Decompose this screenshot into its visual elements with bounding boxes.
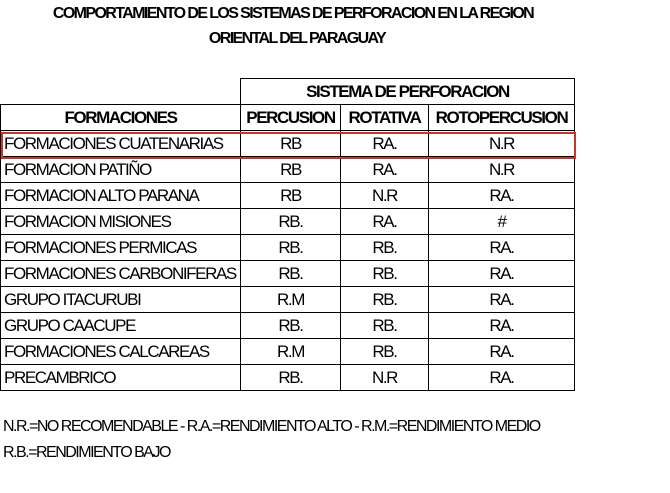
rotopercusion-cell: RA. (429, 183, 575, 209)
column-header-row (1, 105, 575, 131)
table-row (1, 339, 575, 365)
header-formaciones: FORMACIONES (1, 105, 241, 131)
rotativa-cell: N.R (341, 183, 429, 209)
table-row (1, 131, 575, 157)
empty-corner-cell (1, 79, 241, 105)
rotopercusion-cell: RA. (429, 261, 575, 287)
group-header-row (1, 79, 575, 105)
percusion-cell: R.M (241, 339, 341, 365)
header-rotativa: ROTATIVA (341, 105, 429, 131)
table-row (1, 209, 575, 235)
percusion-cell: RB (241, 183, 341, 209)
header-percusion: PERCUSION (241, 105, 341, 131)
formation-name-cell: FORMACIONES CALCAREAS (1, 339, 241, 365)
table-row (1, 365, 575, 391)
table-row (1, 157, 575, 183)
rotativa-cell: N.R (341, 365, 429, 391)
drilling-systems-table (0, 78, 575, 391)
table-row (1, 183, 575, 209)
table-row (1, 235, 575, 261)
formation-name-cell: FORMACIONES CARBONIFERAS (1, 261, 241, 287)
rotopercusion-cell: RA. (429, 339, 575, 365)
rotativa-cell: RA. (341, 131, 429, 157)
formation-name-cell: FORMACION MISIONES (1, 209, 241, 235)
percusion-cell: RB. (241, 209, 341, 235)
group-header-sistema: SISTEMA DE PERFORACION (241, 79, 575, 105)
rotativa-cell: RA. (341, 209, 429, 235)
percusion-cell: RB. (241, 365, 341, 391)
percusion-cell: RB. (241, 313, 341, 339)
percusion-cell: R.M (241, 287, 341, 313)
formation-name-cell: FORMACION ALTO PARANA (1, 183, 241, 209)
rotativa-cell: RB. (341, 287, 429, 313)
percusion-cell: RB (241, 131, 341, 157)
legend-line-1: N.R.=NO RECOMENDABLE - R.A.=RENDIMIENTO ALTO - R.M.=RENDIMIENTO MEDIO (3, 418, 540, 435)
legend-line-2: R.B.=RENDIMIENTO BAJO (3, 444, 170, 461)
rotopercusion-cell: RA. (429, 313, 575, 339)
document-title-line-1: COMPORTAMIENTO DE LOS SISTEMAS DE PERFORACION EN LA REGION (52, 5, 534, 22)
percusion-cell: RB (241, 157, 341, 183)
table-row (1, 287, 575, 313)
rotopercusion-cell: # (429, 209, 575, 235)
formation-name-cell: GRUPO ITACURUBI (1, 287, 241, 313)
percusion-cell: RB. (241, 235, 341, 261)
percusion-cell: RB. (241, 261, 341, 287)
formation-name-cell: FORMACIONES PERMICAS (1, 235, 241, 261)
table-row (1, 261, 575, 287)
rotopercusion-cell: RA. (429, 287, 575, 313)
table-row (1, 313, 575, 339)
rotativa-cell: RA. (341, 157, 429, 183)
header-rotopercusion: ROTOPERCUSION (429, 105, 575, 131)
rotativa-cell: RB. (341, 235, 429, 261)
formation-name-cell: PRECAMBRICO (1, 365, 241, 391)
formation-name-cell: FORMACIONES CUATENARIAS (1, 131, 241, 157)
rotopercusion-cell: RA. (429, 365, 575, 391)
formation-name-cell: GRUPO CAACUPE (1, 313, 241, 339)
document-title-line-2: ORIENTAL DEL PARAGUAY (208, 30, 386, 47)
rotopercusion-cell: N.R (429, 157, 575, 183)
rotativa-cell: RB. (341, 339, 429, 365)
rotopercusion-cell: RA. (429, 235, 575, 261)
rotativa-cell: RB. (341, 261, 429, 287)
rotativa-cell: RB. (341, 313, 429, 339)
rotopercusion-cell: N.R (429, 131, 575, 157)
formation-name-cell: FORMACION PATIÑO (1, 157, 241, 183)
